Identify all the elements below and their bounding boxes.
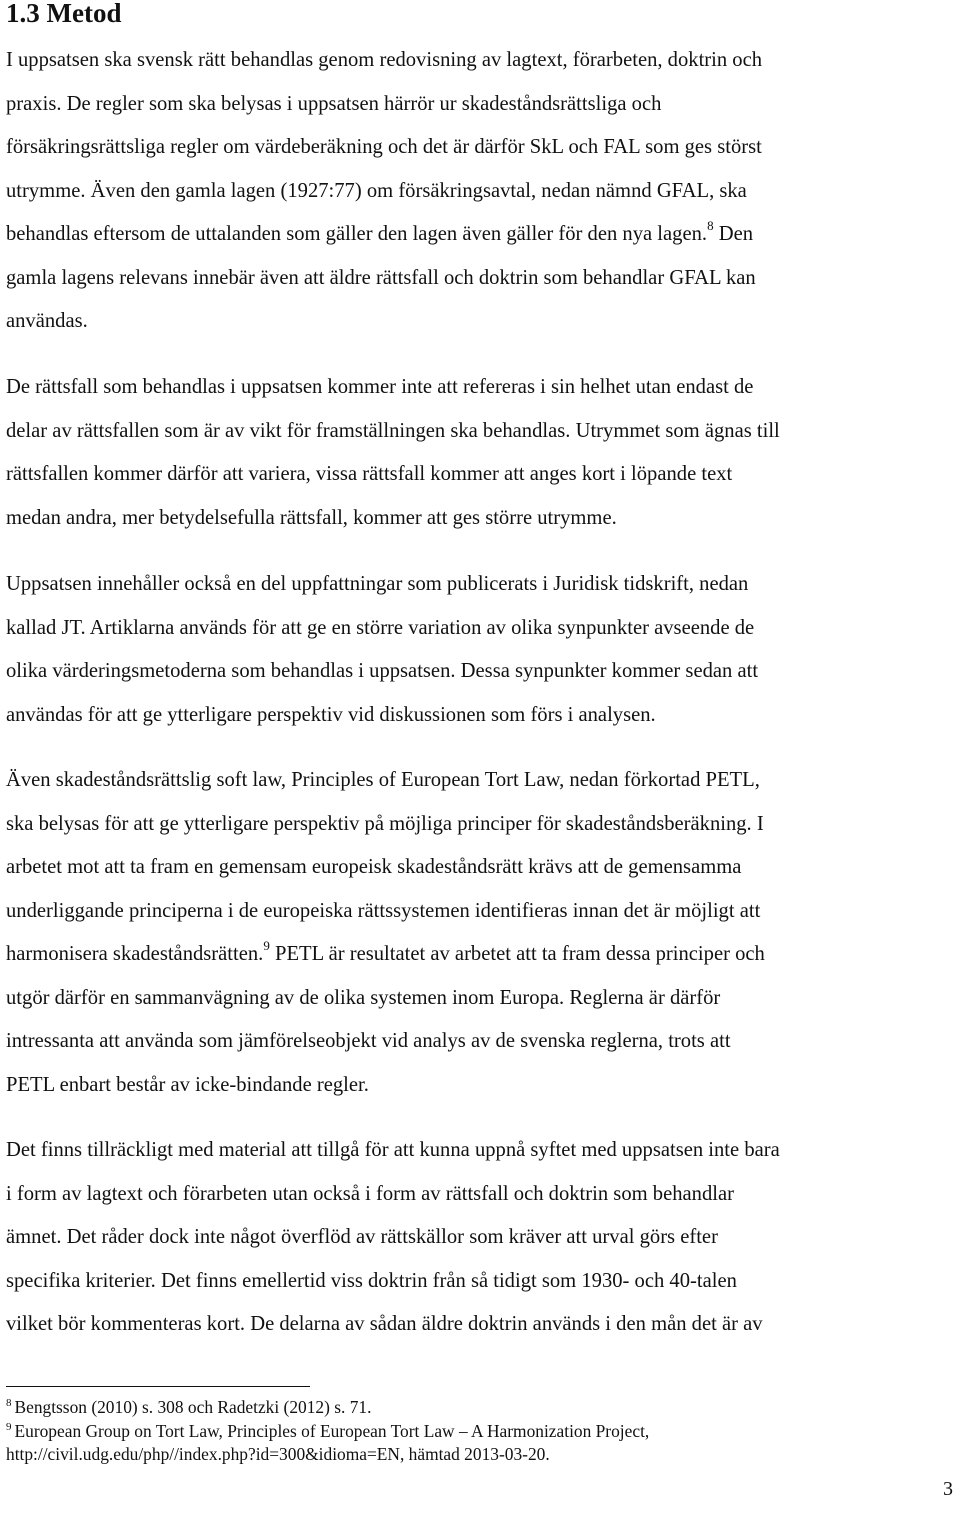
paragraph-case-law: [6, 366, 954, 540]
text-line: specifika kriterier. Det finns emellertid viss doktrin från så tidigt som 1930- och 40-talen: [6, 1269, 737, 1292]
text-line: Det finns tillräckligt med material att tillgå för att kunna uppnå syftet med uppsatsen inte bara: [6, 1139, 780, 1161]
text-line: underliggande principerna i de europeiska rättssystemen identifieras innan det är möjligt att: [6, 899, 761, 922]
text-line: olika värderingsmetoderna som behandlas i uppsatsen. Dessa synpunkter kommer sedan att: [6, 660, 759, 682]
page-number: 3: [943, 1478, 953, 1500]
text-line: utrymme. Även den gamla lagen (1927:77) om försäkringsavtal, nedan nämnd GFAL, ska: [6, 179, 747, 202]
text-segment: harmonisera skadeståndsrätten.: [6, 943, 264, 965]
paragraph-material: [6, 1129, 954, 1347]
text-line: användas.: [6, 310, 88, 332]
footnote-divider: [6, 1386, 310, 1387]
text-line: intressanta att använda som jämförelseobjekt vid analys av de svenska reglerna, trots att: [6, 1030, 731, 1052]
text-line: delar av rättsfallen som är av vikt för framställningen ska behandlas. Utrymmet som ägnas till: [6, 419, 780, 442]
text-segment: Den: [713, 223, 754, 245]
text-line: PETL enbart består av icke-bindande regler.: [6, 1073, 369, 1096]
text-line: Uppsatsen innehåller också en del uppfattningar som publicerats i Juridisk tidskrift, nedan: [6, 573, 749, 595]
footnote-number: 8: [6, 1397, 12, 1409]
text-line: ämnet. Det råder dock inte något överflöd av rättskällor som kräver att urval görs efter: [6, 1226, 718, 1248]
footnote-reference-9[interactable]: 9: [263, 938, 270, 953]
paragraph-petl: [6, 759, 954, 1107]
footnote-9-link[interactable]: [6, 1443, 954, 1467]
text-line: rättsfallen kommer därför att variera, vissa rättsfall kommer att anges kort i löpande text: [6, 463, 733, 485]
text-line: gamla lagens relevans innebär även att äldre rättsfall och doktrin som behandlar GFAL kan: [6, 266, 756, 289]
footnote-8: [6, 1396, 954, 1420]
text-line: praxis. De regler som ska belysas i uppsatsen härrör ur skadeståndsrättsliga och: [6, 92, 662, 115]
footnote-reference-8[interactable]: 8: [707, 218, 714, 233]
text-line: [6, 933, 954, 977]
footnote-number: 9: [6, 1420, 12, 1433]
text-line: ska belysas för att ge ytterligare perspektiv på möjliga principer för skadeståndsberäkning. I: [6, 812, 764, 835]
footnotes: [6, 1396, 954, 1467]
text-line: arbetet mot att ta fram en gemensam europeisk skadeståndsrätt krävs att de gemensamma: [6, 856, 742, 878]
footnote-text: Bengtsson (2010) s. 308 och Radetzki (2012) s. 71.: [14, 1397, 372, 1417]
footnote-url[interactable]: http://civil.udg.edu/php//index.php?id=300&idioma=EN, hämtad 2013-03-20.: [6, 1444, 550, 1464]
paragraph-method-sources: [6, 39, 954, 344]
paragraph-jt-articles: [6, 563, 954, 737]
text-line: i form av lagtext och förarbeten utan också i form av rättsfall och doktrin som behandlar: [6, 1182, 734, 1205]
text-line: kallad JT. Artiklarna används för att ge en större variation av olika synpunkter avseende de: [6, 616, 755, 639]
text-line: Även skadeståndsrättslig soft law, Principles of European Tort Law, nedan förkortad PETL,: [6, 769, 760, 791]
text-line: vilket bör kommenteras kort. De delarna av sådan äldre doktrin används i den mån det är av: [6, 1313, 763, 1335]
section-heading: 1.3 Metod: [6, 0, 122, 28]
footnote-9: [6, 1420, 954, 1444]
text-line: [6, 213, 954, 257]
text-line: De rättsfall som behandlas i uppsatsen kommer inte att refereras i sin helhet utan endast de: [6, 376, 754, 398]
text-line: användas för att ge ytterligare perspektiv vid diskussionen som förs i analysen.: [6, 703, 656, 726]
footnote-text: European Group on Tort Law, Principles of European Tort Law – A Harmonization Project,: [14, 1420, 650, 1441]
text-line: försäkringsrättsliga regler om värdeberäkning och det är därför SkL och FAL som ges störst: [6, 136, 762, 158]
text-segment: behandlas eftersom de uttalanden som gäller den lagen även gäller för den nya lagen.: [6, 223, 708, 245]
text-line: medan andra, mer betydelsefulla rättsfall, kommer att ges större utrymme.: [6, 506, 617, 529]
text-line: I uppsatsen ska svensk rätt behandlas genom redovisning av lagtext, förarbeten, doktrin och: [6, 49, 763, 71]
text-segment: PETL är resultatet av arbetet att ta fram dessa principer och: [269, 943, 765, 965]
text-line: utgör därför en sammanvägning av de olika systemen inom Europa. Reglerna är därför: [6, 986, 721, 1009]
